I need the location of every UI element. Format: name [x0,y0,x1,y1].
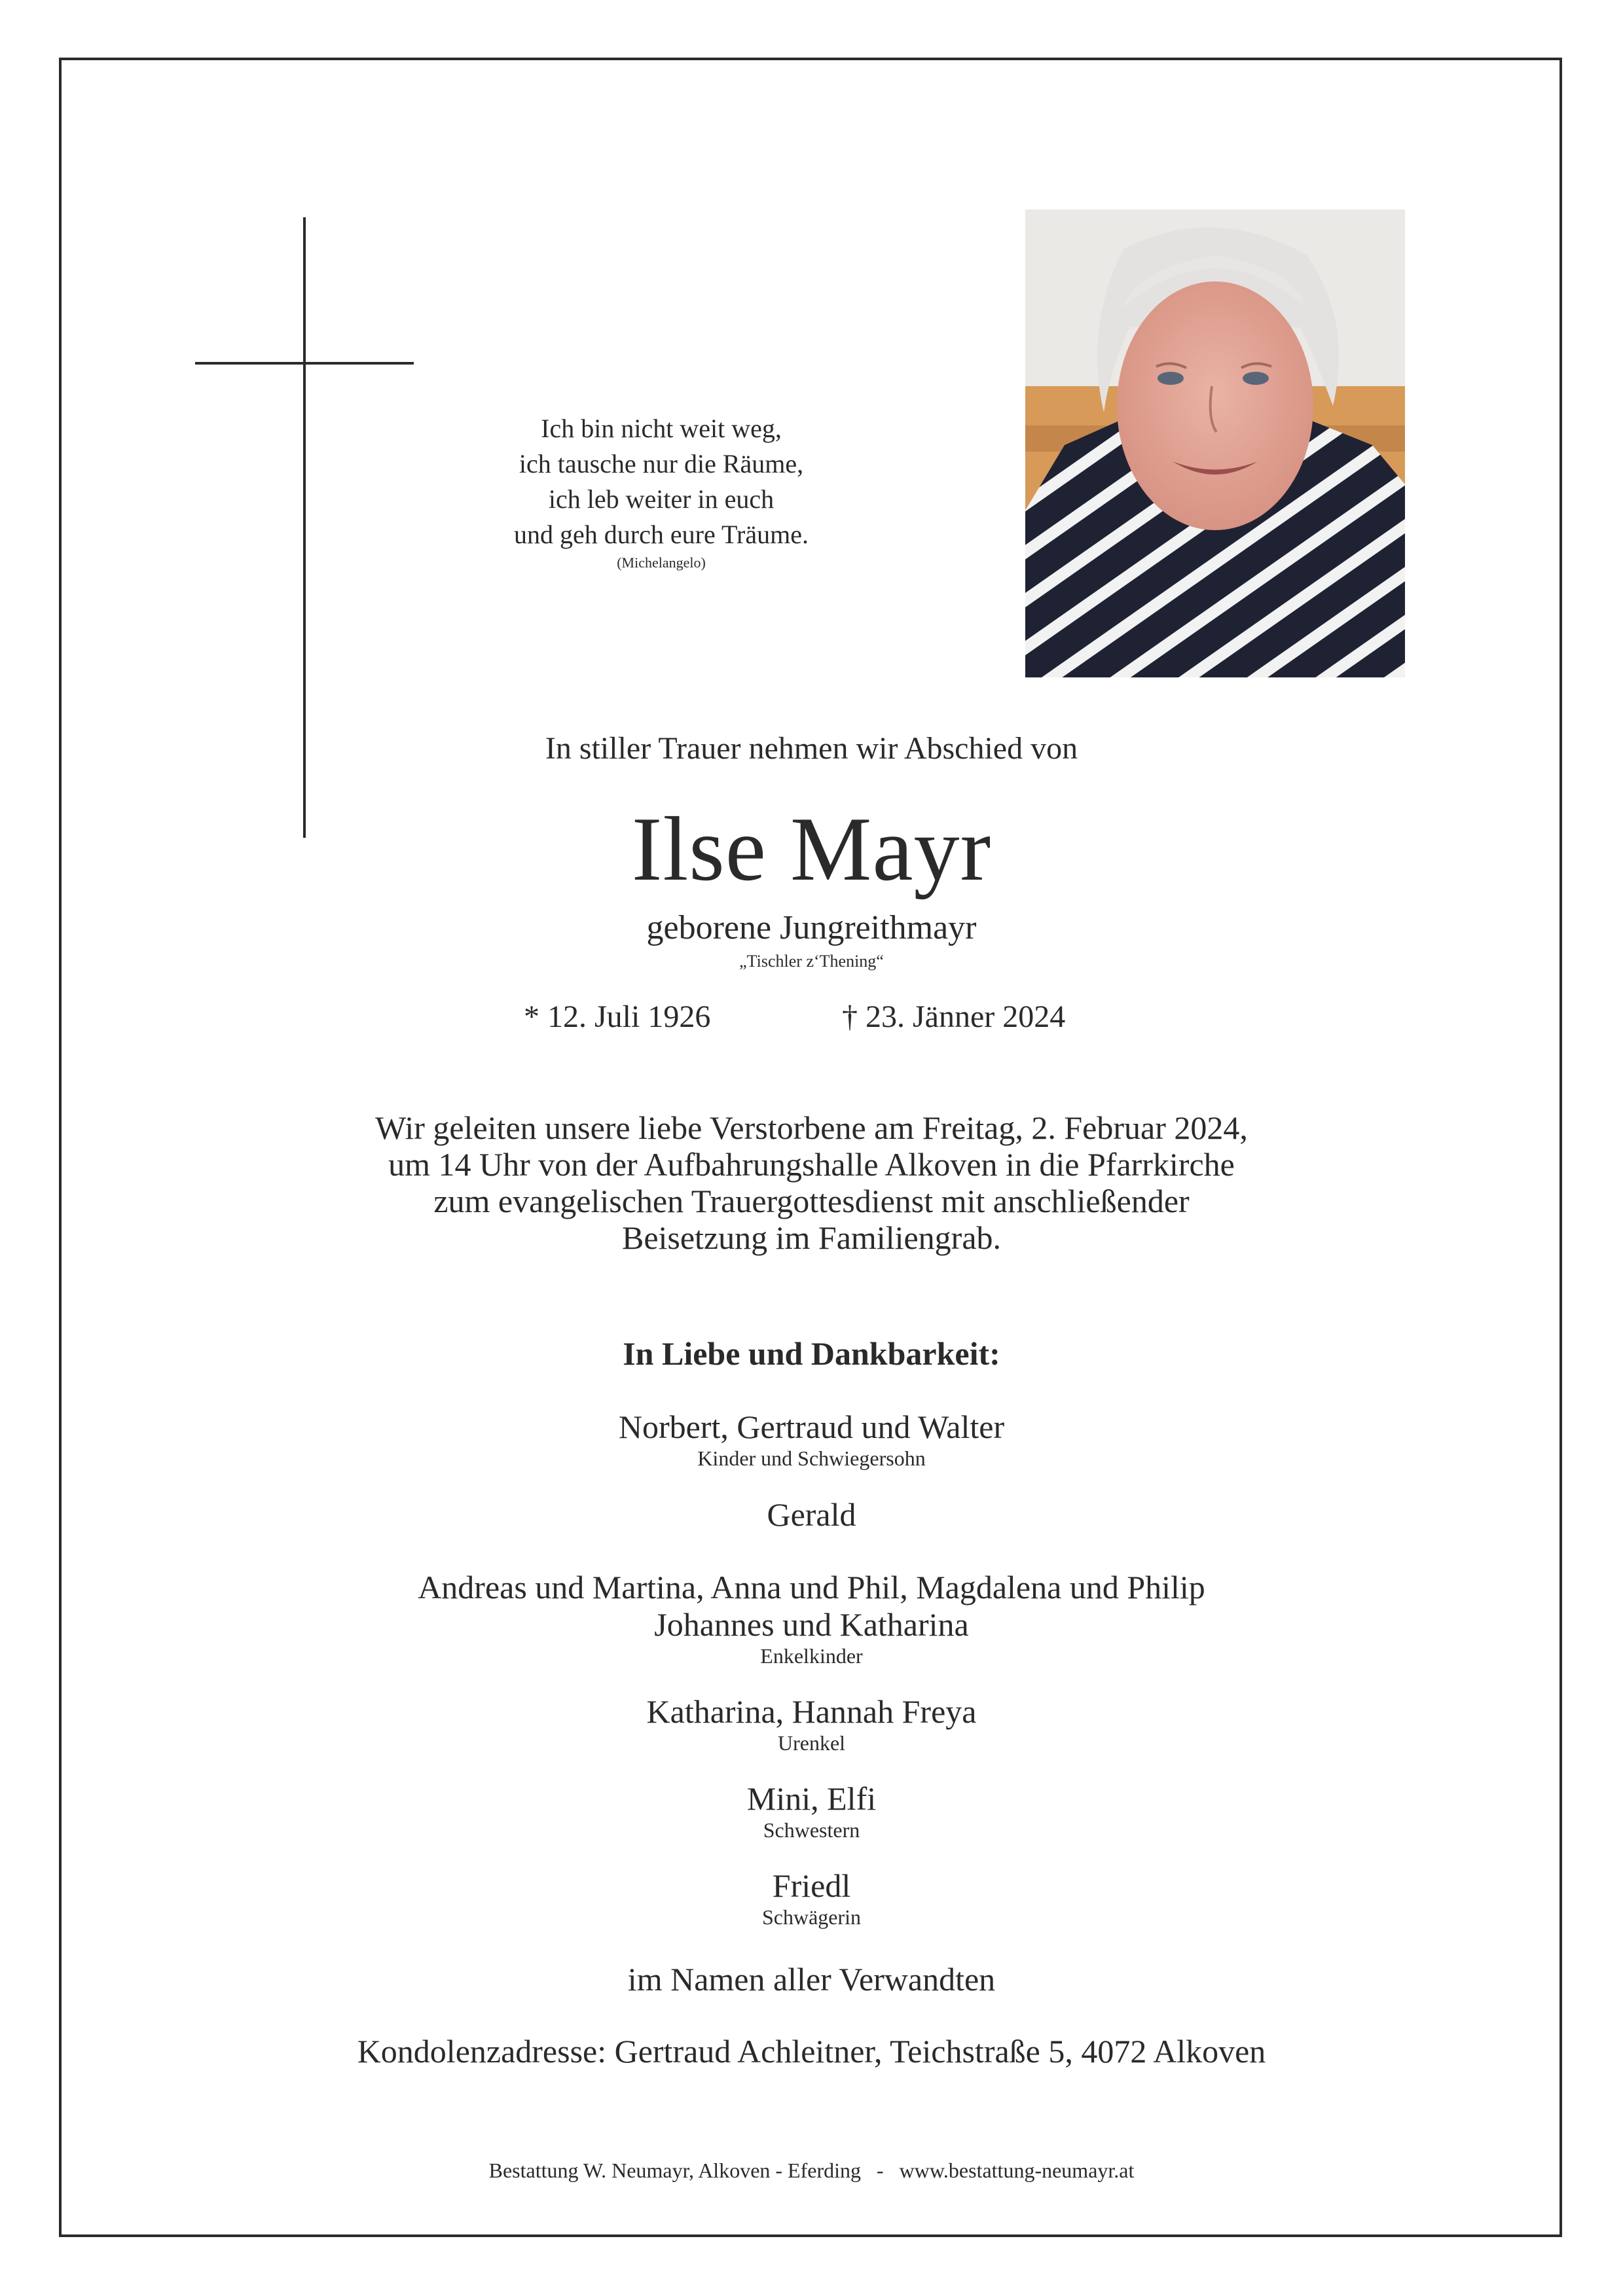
mourner-names: Friedl [772,1867,851,1904]
death-date: † 23. Jänner 2024 [842,999,1066,1034]
poem-line: ich leb weiter in euch [548,484,775,514]
poem-line: Ich bin nicht weit weg, [541,414,782,443]
service-line: um 14 Uhr von der Aufbahrungshalle Alkoven in die Pfarrkirche [388,1146,1235,1183]
mourner-names: Johannes und Katharina [654,1606,969,1643]
cross-icon-horizontal [195,362,414,365]
poem-author: (Michelangelo) [617,554,706,571]
poem-line: und geh durch eure Träume. [514,520,809,549]
service-announcement [0,1109,1623,1256]
service-line: Beisetzung im Familiengrab. [621,1219,1002,1256]
service-line: Wir geleiten unsere liebe Verstorbene am Freitag, 2. Februar 2024, [375,1109,1248,1146]
mourner-role: Kinder und Schwiegersohn [697,1446,926,1470]
mourner-names: Katharina, Hannah Freya [646,1693,977,1730]
poem-line: ich tausche nur die Räume, [519,449,804,478]
mourner-role: Schwestern [763,1818,860,1842]
maiden-name: geborene Jungreithmayr [646,909,977,946]
mourners-heading: In Liebe und Dankbarkeit: [623,1335,1000,1372]
condolence-address: Kondolenzadresse: Gertraud Achleitner, Teichstraße 5, 4072 Alkoven [357,2033,1266,2070]
mourner-role: Enkelkinder [760,1644,863,1668]
service-line: zum evangelischen Trauergottesdienst mit anschließender [433,1183,1190,1219]
mourner-names: Norbert, Gertraud und Walter [618,1408,1005,1445]
mourner-names: Andreas und Martina, Anna und Phil, Magdalena und Philip [418,1569,1205,1605]
mourner-role: Schwägerin [761,1905,862,1929]
footer-funeral-home: Bestattung W. Neumayr, Alkoven - Eferding - www.bestattung-neumayr.at [488,2159,1135,2182]
deceased-name: Ilse Mayr [631,798,992,900]
birth-date: * 12. Juli 1926 [524,999,711,1034]
closing-line: im Namen aller Verwandten [627,1961,996,1998]
mourner-role: Urenkel [777,1731,846,1755]
mourner-names: Mini, Elfi [746,1780,877,1817]
mourner-names: Gerald [767,1496,856,1533]
intro-text: In stiller Trauer nehmen wir Abschied von [545,731,1078,766]
portrait-photo [1025,209,1405,677]
poem [445,411,877,573]
nickname: „Tischler z‘Thening“ [739,952,884,971]
